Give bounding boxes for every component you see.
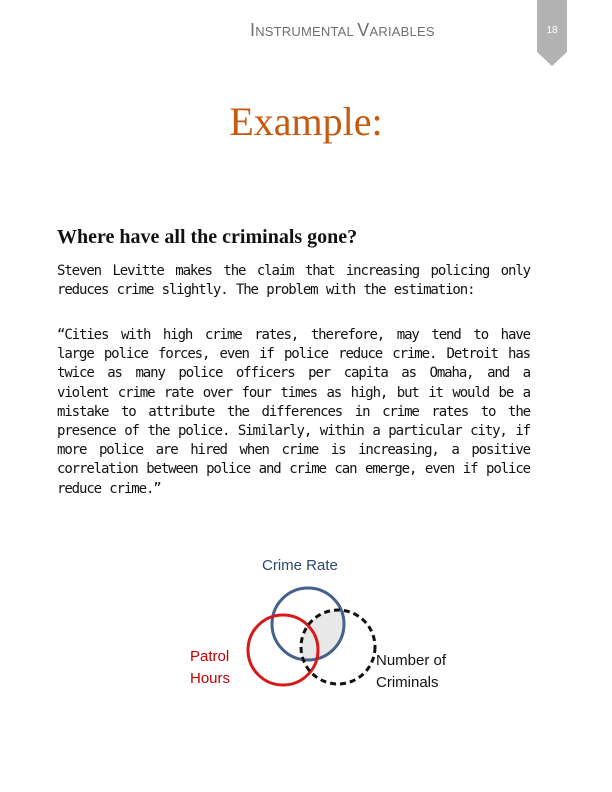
quote-paragraph: “Cities with high crime rates, therefore, may tend to have large police forces, even if police reduce crime. Detroit has twice as many police officers per capita as Omaha, and a violent crime rate over four times as high, but it would be a mistake to attribute the differences in crime rates to the presence of the police. Similarly, within a particular city, if more police are hired when crime is increasing, a positive correlation between police and crime can emerge, even if police reduce crime.” — [57, 327, 530, 497]
venn-diagram — [0, 540, 612, 710]
intro-paragraph: Steven Levitte makes the claim that increasing policing only reduces crime slightly. The problem with the estimation: — [57, 263, 530, 299]
number-of-criminals-label: Number of Criminals — [376, 652, 447, 691]
crime-rate-label: Crime Rate — [262, 557, 338, 574]
header-title: INSTRUMENTAL VARIABLES — [250, 20, 435, 40]
section-heading: Where have all the criminals gone? — [57, 226, 358, 248]
page-number-badge — [537, 0, 567, 66]
page-number: 18 — [546, 25, 558, 36]
slide-title: Example: — [229, 99, 383, 144]
patrol-hours-label: Patrol Hours — [190, 648, 231, 687]
